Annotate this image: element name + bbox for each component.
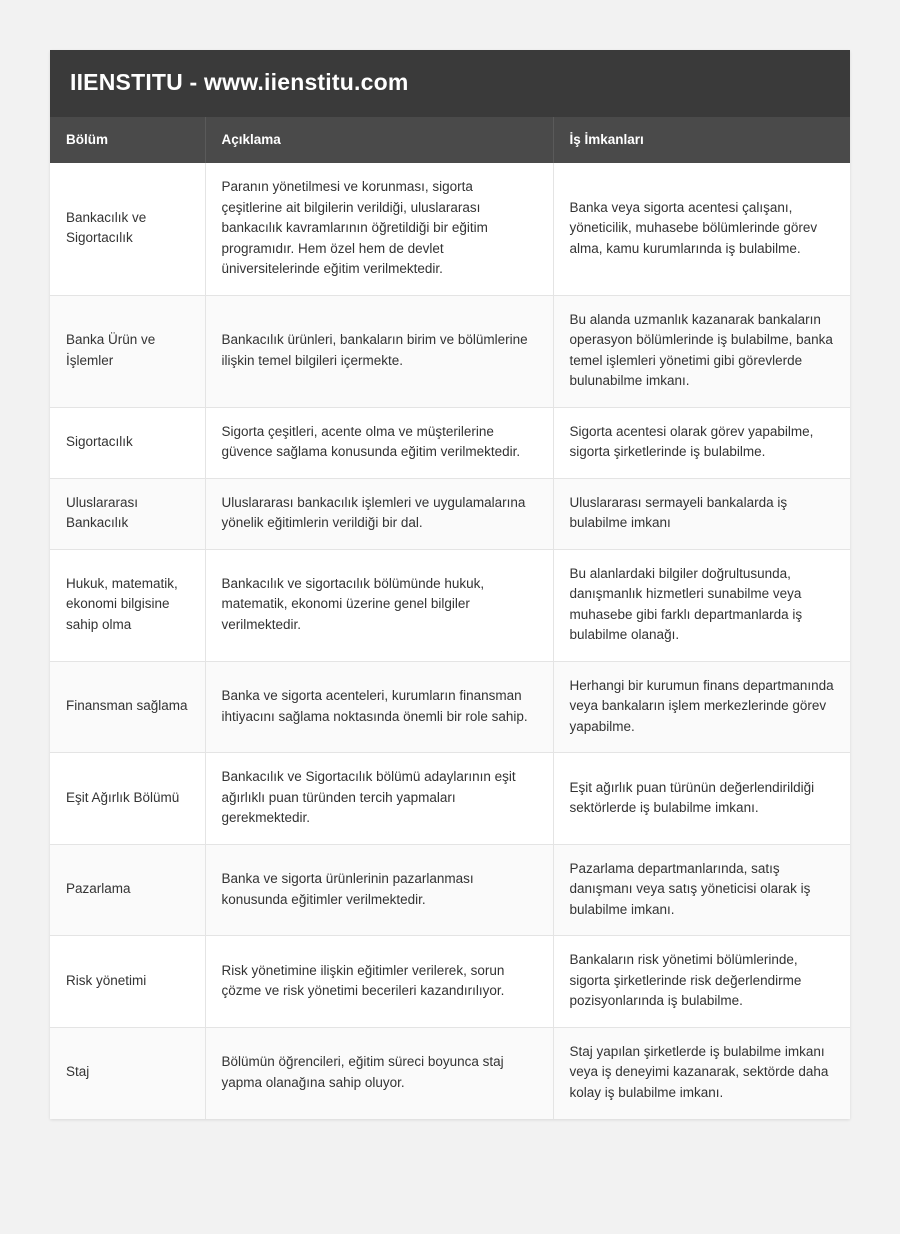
cell-section: Uluslararası Bankacılık [50, 478, 205, 549]
cell-section: Banka Ürün ve İşlemler [50, 295, 205, 407]
cell-description: Banka ve sigorta acenteleri, kurumların finansman ihtiyacını sağlama noktasında önemli bir role sahip. [205, 661, 553, 753]
cell-section: Eşit Ağırlık Bölümü [50, 753, 205, 845]
table-row [50, 549, 850, 661]
column-header-jobs: İş İmkanları [553, 117, 850, 163]
column-header-section: Bölüm [50, 117, 205, 163]
table-body [50, 163, 850, 1119]
cell-description: Bankacılık ve Sigortacılık bölümü adaylarının eşit ağırlıklı puan türünden tercih yapmaları gerekmektedir. [205, 753, 553, 845]
cell-jobs: Bu alanlardaki bilgiler doğrultusunda, danışmanlık hizmetleri sunabilme veya muhasebe gibi farklı departmanlarda iş bulabilme olanağı. [553, 549, 850, 661]
content-card [50, 50, 850, 1119]
cell-description: Bankacılık ve sigortacılık bölümünde hukuk, matematik, ekonomi üzerine genel bilgiler verilmektedir. [205, 549, 553, 661]
cell-description: Sigorta çeşitleri, acente olma ve müşterilerine güvence sağlama konusunda eğitim verilmektedir. [205, 407, 553, 478]
table-row [50, 478, 850, 549]
table-row [50, 163, 850, 295]
cell-description: Uluslararası bankacılık işlemleri ve uygulamalarına yönelik eğitimlerin verildiği bir dal. [205, 478, 553, 549]
cell-jobs: Bankaların risk yönetimi bölümlerinde, sigorta şirketlerinde risk değerlendirme pozisyonlarında iş bulabilme. [553, 936, 850, 1028]
cell-description: Banka ve sigorta ürünlerinin pazarlanması konusunda eğitimler verilmektedir. [205, 844, 553, 936]
cell-jobs: Uluslararası sermayeli bankalarda iş bulabilme imkanı [553, 478, 850, 549]
cell-section: Staj [50, 1027, 205, 1118]
cell-description: Risk yönetimine ilişkin eğitimler verilerek, sorun çözme ve risk yönetimi becerileri kazandırılıyor. [205, 936, 553, 1028]
table-row [50, 753, 850, 845]
table-header [50, 117, 850, 163]
table-row [50, 1027, 850, 1118]
cell-section: Hukuk, matematik, ekonomi bilgisine sahip olma [50, 549, 205, 661]
cell-section: Sigortacılık [50, 407, 205, 478]
cell-jobs: Herhangi bir kurumun finans departmanında veya bankaların işlem merkezlerinde görev yapabilme. [553, 661, 850, 753]
cell-description: Paranın yönetilmesi ve korunması, sigorta çeşitlerine ait bilgilerin verildiği, uluslararası bankacılık kavramlarının öğretildiği bir eğitim programıdır. Hem özel hem de devlet üniversitelerinde eğitim verilmektedir. [205, 163, 553, 295]
table-row [50, 407, 850, 478]
table-header-row [50, 117, 850, 163]
cell-description: Bankacılık ürünleri, bankaların birim ve bölümlerine ilişkin temel bilgileri içermekte. [205, 295, 553, 407]
info-table [50, 117, 850, 1119]
table-row [50, 844, 850, 936]
table-row [50, 295, 850, 407]
cell-section: Pazarlama [50, 844, 205, 936]
cell-jobs: Eşit ağırlık puan türünün değerlendirildiği sektörlerde iş bulabilme imkanı. [553, 753, 850, 845]
cell-description: Bölümün öğrencileri, eğitim süreci boyunca staj yapma olanağına sahip oluyor. [205, 1027, 553, 1118]
cell-section: Finansman sağlama [50, 661, 205, 753]
table-row [50, 661, 850, 753]
table-row [50, 936, 850, 1028]
cell-jobs: Banka veya sigorta acentesi çalışanı, yöneticilik, muhasebe bölümlerinde görev alma, kamu kurumlarında iş bulabilme. [553, 163, 850, 295]
cell-jobs: Staj yapılan şirketlerde iş bulabilme imkanı veya iş deneyimi kazanarak, sektörde daha kolay iş bulabilme imkanı. [553, 1027, 850, 1118]
page-title: IIENSTITU - www.iienstitu.com [50, 50, 850, 117]
column-header-description: Açıklama [205, 117, 553, 163]
cell-jobs: Pazarlama departmanlarında, satış danışmanı veya satış yöneticisi olarak iş bulabilme imkanı. [553, 844, 850, 936]
cell-section: Risk yönetimi [50, 936, 205, 1028]
cell-jobs: Bu alanda uzmanlık kazanarak bankaların operasyon bölümlerinde iş bulabilme, banka temel işlemleri yönetimi gibi görevlerde bulunabilme imkanı. [553, 295, 850, 407]
cell-section: Bankacılık ve Sigortacılık [50, 163, 205, 295]
cell-jobs: Sigorta acentesi olarak görev yapabilme, sigorta şirketlerinde iş bulabilme. [553, 407, 850, 478]
